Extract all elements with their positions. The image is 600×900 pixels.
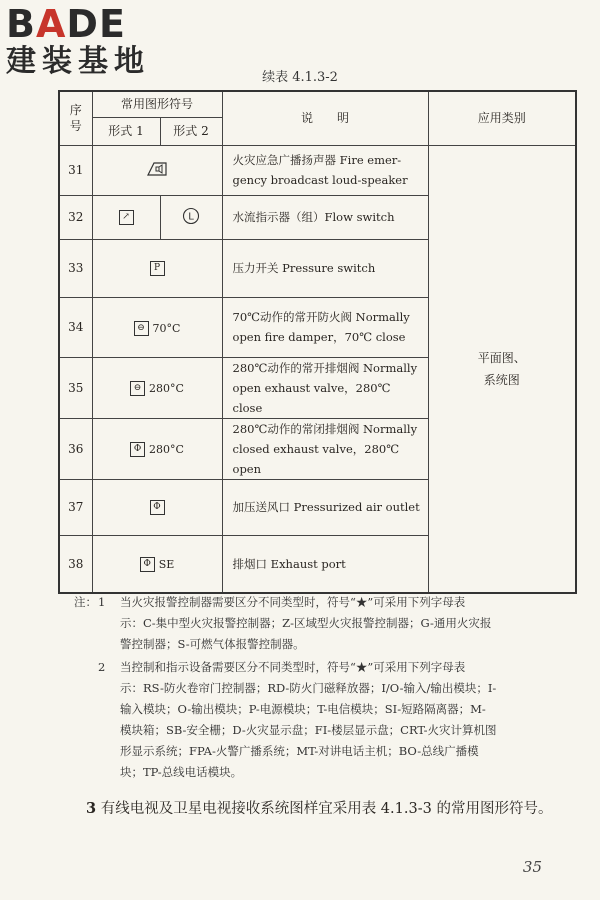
description-cell — [222, 357, 428, 418]
description-cell — [222, 239, 428, 297]
flow-switch-circle-icon — [182, 211, 200, 228]
pressure-switch-icon: P — [150, 261, 165, 276]
note-line: 示：RS-防火卷帘门控制器；RD-防火门磁释放器；I/O-输入/输出模块；I- — [120, 681, 497, 695]
section-paragraph — [58, 796, 578, 822]
description-line: open fire damper，70℃ close — [232, 330, 406, 344]
watermark-chinese: 建装基地 — [6, 44, 150, 79]
category-line1: 平面图、 — [477, 350, 526, 365]
symbol-with-label — [134, 321, 181, 336]
watermark-latin: BADE — [6, 2, 126, 46]
symbol-cell — [92, 479, 222, 535]
row-number: 32 — [59, 195, 92, 239]
header-form1: 形式 1 — [92, 117, 160, 145]
note-2 — [74, 657, 574, 783]
note-index: 2 — [98, 660, 106, 674]
symbol-table — [58, 90, 577, 594]
symbol-cell — [92, 239, 222, 297]
exhaust-port-icon: Φ — [140, 557, 155, 572]
header-symbol-group: 常用图形符号 — [92, 91, 222, 117]
description-cell — [222, 479, 428, 535]
note-line: 模块箱；SB-安全栅；D-火灾显示盘；FI-楼层显示盘；CRT-火灾计算机图 — [120, 723, 497, 737]
symbol-label: 280°C — [149, 382, 184, 395]
paragraph-number: 3 — [86, 800, 97, 817]
header-seq-line1: 序 — [69, 103, 82, 118]
speaker-icon — [144, 166, 170, 180]
header-seq-line2: 号 — [69, 119, 82, 134]
row-number: 38 — [59, 535, 92, 593]
description-line: closed exhaust valve，280℃ open — [232, 441, 400, 476]
note-line: 示：C-集中型火灾报警控制器；Z-区域型火灾报警控制器；G-通用火灾报 — [120, 616, 492, 630]
table-title: 续表 4.1.3-2 — [262, 70, 338, 85]
description-cell — [222, 195, 428, 239]
row-number: 31 — [59, 145, 92, 195]
note-line: 当火灾报警控制器需要区分不同类型时，符号“★”可采用下列字母表 — [120, 595, 466, 609]
air-outlet-icon: Φ — [150, 500, 165, 515]
table-row — [59, 145, 576, 195]
paragraph-text: 有线电视及卫星电视接收系统图样宜采用表 4.1.3-3 的常用图形符号。 — [100, 801, 553, 817]
symbol-with-label — [140, 557, 175, 572]
header-category: 应用类别 — [428, 91, 576, 145]
flow-switch-circle-label: L — [188, 211, 194, 222]
flow-switch-icon: ↗ — [119, 210, 134, 225]
description-line: gency broadcast loud-speaker — [232, 173, 408, 187]
category-cell — [428, 145, 576, 593]
description-line: 70℃动作的常开防火阀 Normally — [232, 310, 410, 324]
symbol-cell-form2 — [160, 195, 222, 239]
note-line: 输入模块；O-输出模块；P-电源模块；T-电信模块；SI-短路隔离器；M- — [120, 702, 486, 716]
header-form2: 形式 2 — [160, 117, 222, 145]
row-number: 33 — [59, 239, 92, 297]
description-cell — [222, 535, 428, 593]
description-line: 火灾应急广播扬声器 Fire emer- — [232, 153, 402, 167]
row-number: 36 — [59, 418, 92, 479]
symbol-cell — [92, 535, 222, 593]
symbol-label: 70°C — [152, 321, 181, 335]
category-line2: 系统图 — [483, 372, 520, 387]
description-cell — [222, 145, 428, 195]
closed-exhaust-valve-icon: Φ — [130, 442, 145, 457]
symbol-cell — [92, 145, 222, 195]
description-cell — [222, 297, 428, 357]
description-line: 280℃动作的常开排烟阀 Normally — [232, 360, 418, 375]
page-number: 35 — [522, 858, 542, 876]
description-line: 280℃动作的常闭排烟阀 Normally — [232, 421, 418, 436]
description-line: open exhaust valve，280℃ close — [232, 380, 391, 415]
header-seq — [59, 91, 92, 145]
symbol-with-label — [130, 381, 184, 396]
description-cell — [222, 418, 428, 479]
note-index: 1 — [98, 595, 106, 609]
symbol-with-label — [130, 442, 184, 457]
description-line: 排烟口 Exhaust port — [232, 556, 346, 571]
note-line: 当控制和指示设备需要区分不同类型时，符号“★”可采用下列字母表 — [120, 660, 466, 674]
description-line: 压力开关 Pressure switch — [232, 261, 376, 275]
note-line: 形显示系统；FPA-火警广播系统；MT-对讲电话主机；BO-总线广播模 — [120, 744, 479, 758]
symbol-cell-form1 — [92, 195, 160, 239]
table-notes — [74, 592, 574, 783]
fire-damper-icon: ⊖ — [134, 321, 149, 336]
description-line: 水流指示器（组）Flow switch — [232, 210, 395, 224]
note-1 — [74, 592, 574, 655]
note-line: 警控制器；S-可燃气体报警控制器。 — [120, 637, 305, 651]
row-number: 35 — [59, 357, 92, 418]
header-description: 说 明 — [222, 91, 428, 145]
row-number: 34 — [59, 297, 92, 357]
symbol-label: 280°C — [149, 443, 184, 456]
symbol-cell — [92, 418, 222, 479]
notes-lead: 注： — [74, 595, 97, 609]
symbol-cell — [92, 357, 222, 418]
row-number: 37 — [59, 479, 92, 535]
exhaust-valve-icon: ⊖ — [130, 381, 145, 396]
description-line: 加压送风口 Pressurized air outlet — [232, 500, 420, 514]
symbol-cell — [92, 297, 222, 357]
note-line: 块；TP-总线电话模块。 — [120, 765, 243, 779]
symbol-label: SE — [158, 558, 175, 572]
